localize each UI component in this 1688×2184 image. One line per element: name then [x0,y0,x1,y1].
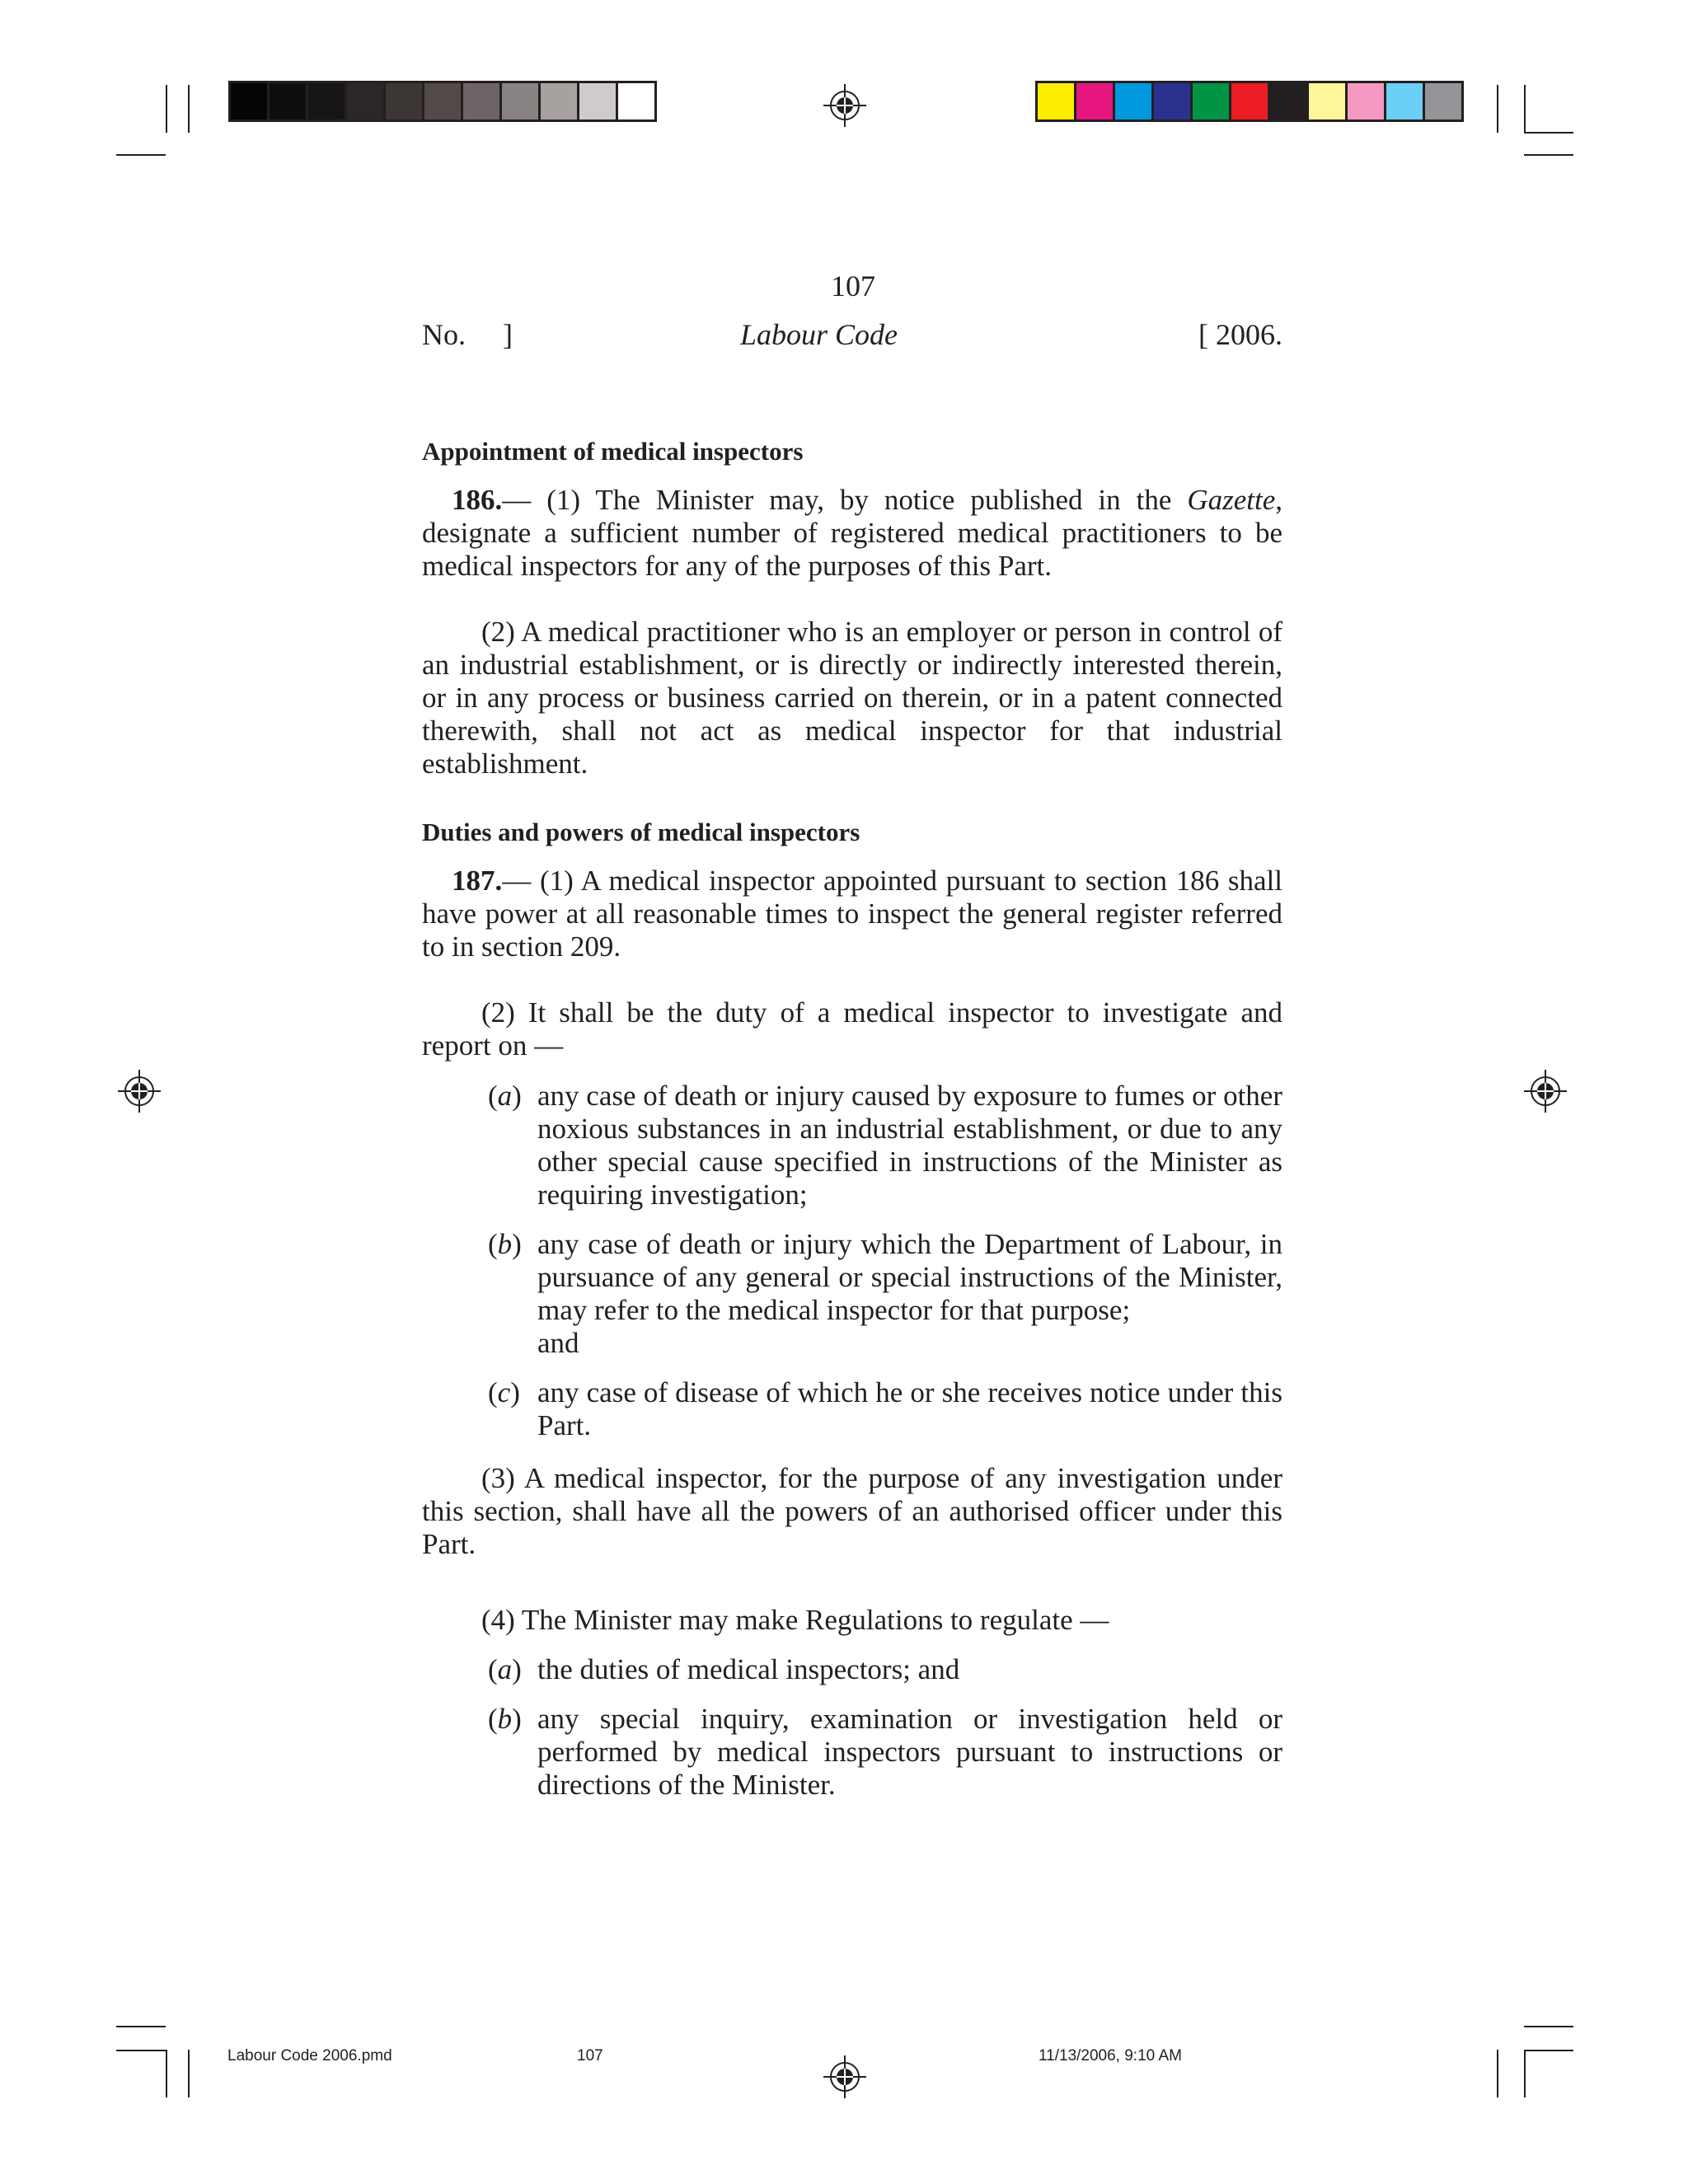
item-text: any case of death or injury which the Department of Labour, in pursuance of any general or special instructions of the Minister, may refer to the medical inspector for that purpose; [537,1228,1282,1326]
color-swatch [270,83,308,120]
registration-mark-top-icon [823,84,866,127]
color-swatch [541,83,579,120]
item-text: any case of disease of which he or she receives notice under this Part. [537,1376,1282,1441]
color-swatch [618,83,654,120]
color-swatch [1115,83,1154,120]
item-label: c [497,1376,511,1408]
item-label: b [497,1703,513,1735]
slug-filename: Labour Code 2006.pmd [227,2047,392,2064]
color-swatch [1154,83,1193,120]
section-187-paragraph-3: (3) A medical inspector, for the purpose of any investigation under this section, shall have all the powers of an authorised officer under this Part. [422,1462,1282,1560]
color-swatch [1309,83,1348,120]
color-swatch [231,83,270,120]
color-swatch [1076,83,1115,120]
color-swatch [1348,83,1386,120]
item-label: b [497,1228,513,1260]
color-swatch [308,83,347,120]
list-item: (c) any case of disease of which he or she receives notice under this Part. [488,1376,1282,1441]
color-swatch [347,83,386,120]
section-187-paragraph-2: (2) It shall be the duty of a medical inspector to investigate and report on — [422,996,1282,1062]
slug-page-number: 107 [577,2047,603,2064]
registration-mark-bottom-icon [823,2055,866,2098]
item-text: any special inquiry, examination or investigation held or performed by medical inspectors pursuant to instructions or directions of the Minister. [537,1703,1282,1801]
item-text: the duties of medical inspectors; and [537,1653,960,1685]
running-header [422,317,1282,354]
greyscale-color-bar [228,81,657,122]
color-swatch [386,83,424,120]
color-swatch [1386,83,1425,120]
color-swatch [579,83,618,120]
item-text: any case of death or injury caused by exposure to fumes or other noxious substances in an industrial establishment, or due to any other special cause specified in instructions of the Minister as requiring investigation; [537,1080,1282,1211]
slug-timestamp: 11/13/2006, 9:10 AM [1039,2047,1182,2064]
document-title: Labour Code [740,318,898,351]
list-item: (a) any case of death or injury caused by exposure to fumes or other noxious substances in an industrial establishment, or due to any other special cause specified in instructions of the Minister as requiring investigation; [488,1080,1282,1211]
item-label: a [497,1653,513,1685]
document-year: [ 2006. [1198,318,1282,351]
gazette-term: Gazette [1187,484,1276,516]
page-number: 107 [831,269,875,302]
color-swatch [424,83,463,120]
section-heading-186: Appointment of medical inspectors [422,437,804,466]
color-swatch [1193,83,1231,120]
color-swatch [1038,83,1076,120]
list-item: (b) any case of death or injury which the Department of Labour, in pursuance of any general or special instructions of the Minister, may refer to the medical inspector for that purpose; and [488,1228,1282,1359]
color-swatch [1425,83,1461,120]
section-number: 187. [452,865,503,897]
section-186-paragraph-2: (2) A medical practitioner who is an employer or person in control of an industrial establishment, or is directly or indirectly interested therein, or in any process or business carried on therein, or in a patent connected therewith, shall not act as medical inspector for that industrial establishment. [422,616,1282,780]
color-swatch [1270,83,1309,120]
registration-mark-right-icon [1524,1070,1567,1113]
color-swatch [502,83,541,120]
section-number: 186. [452,484,503,516]
section-187-paragraph-4: (4) The Minister may make Regulations to regulate — [481,1604,1109,1636]
list-item: (b) any special inquiry, examination or investigation held or performed by medical inspectors pursuant to instructions or directions of the Minister. [488,1703,1282,1801]
item-label: a [497,1080,513,1112]
color-swatch [463,83,502,120]
section-187-paragraph-1: 187.— (1) A medical inspector appointed pursuant to section 186 shall have power at all reasonable times to inspect the general register referred to in section 209. [422,865,1282,963]
gazette-number-label: No. ] [422,318,513,351]
registration-mark-left-icon [118,1070,161,1113]
section-186-paragraph-1: 186.— (1) The Minister may, by notice published in the Gazette, designate a sufficient number of registered medical practitioners to be medical inspectors for any of the purposes of this Part. [422,484,1282,582]
color-swatch [1231,83,1270,120]
item-tail: and [537,1327,579,1359]
list-item: (a) the duties of medical inspectors; and [488,1653,1282,1686]
process-color-bar [1035,81,1464,122]
section-heading-187: Duties and powers of medical inspectors [422,818,860,846]
